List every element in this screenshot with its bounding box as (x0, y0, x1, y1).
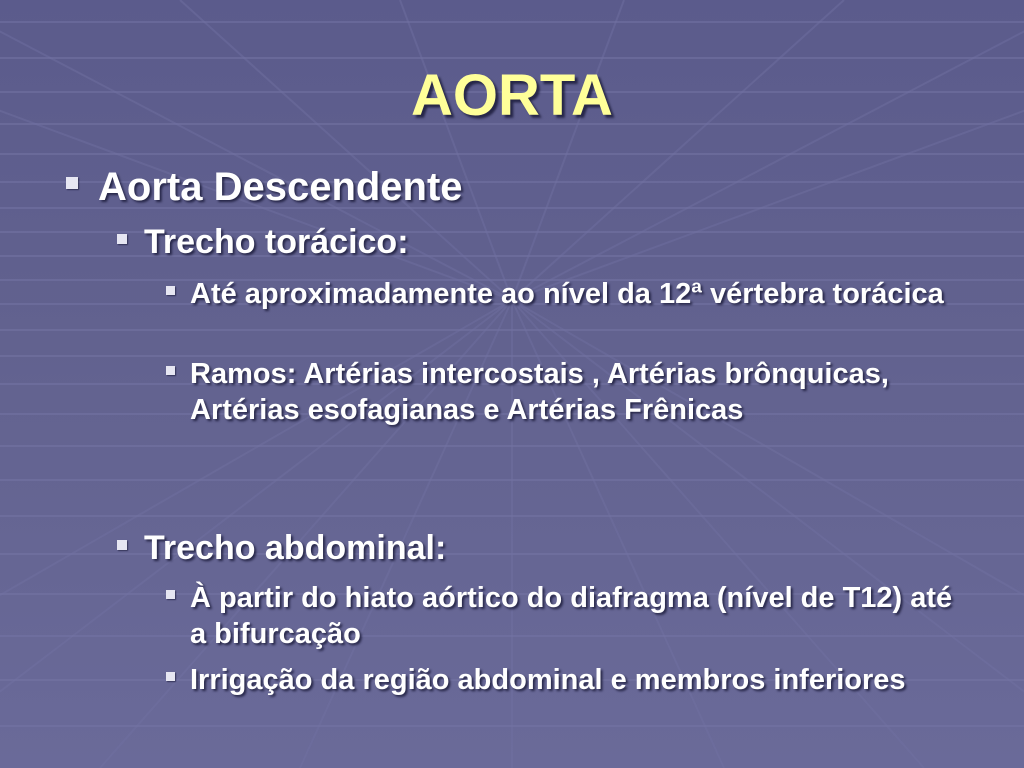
square-bullet-icon (66, 177, 78, 189)
heading-text: Aorta Descendente (98, 165, 463, 209)
item-text: Irrigação da região abdominal e membros inferiores (190, 664, 906, 696)
heading-bullet-item (66, 164, 966, 210)
square-bullet-icon (166, 366, 175, 375)
section-abdominal (117, 528, 977, 568)
section-label: Trecho abdominal: (144, 529, 447, 567)
abdominal-item-irrigation (166, 662, 906, 698)
item-text: À partir do hiato aórtico do diafragma (nível de T12) até a bifurcação (190, 582, 953, 650)
section-thoracic (117, 222, 977, 262)
square-bullet-icon (166, 672, 175, 681)
square-bullet-icon (117, 540, 127, 550)
thoracic-item-level (166, 276, 956, 312)
square-bullet-icon (166, 590, 175, 599)
section-label: Trecho torácico: (144, 223, 409, 261)
thoracic-item-branches (166, 356, 911, 428)
square-bullet-icon (166, 286, 175, 295)
square-bullet-icon (117, 234, 127, 244)
item-text: Até aproximadamente ao nível da 12ª vértebra torácica (190, 278, 944, 310)
abdominal-item-origin (166, 580, 966, 652)
slide-title: AORTA (411, 63, 613, 128)
item-text: Ramos: Artérias intercostais , Artérias brônquicas, Artérias esofagianas e Artérias Frênicas (190, 358, 889, 426)
